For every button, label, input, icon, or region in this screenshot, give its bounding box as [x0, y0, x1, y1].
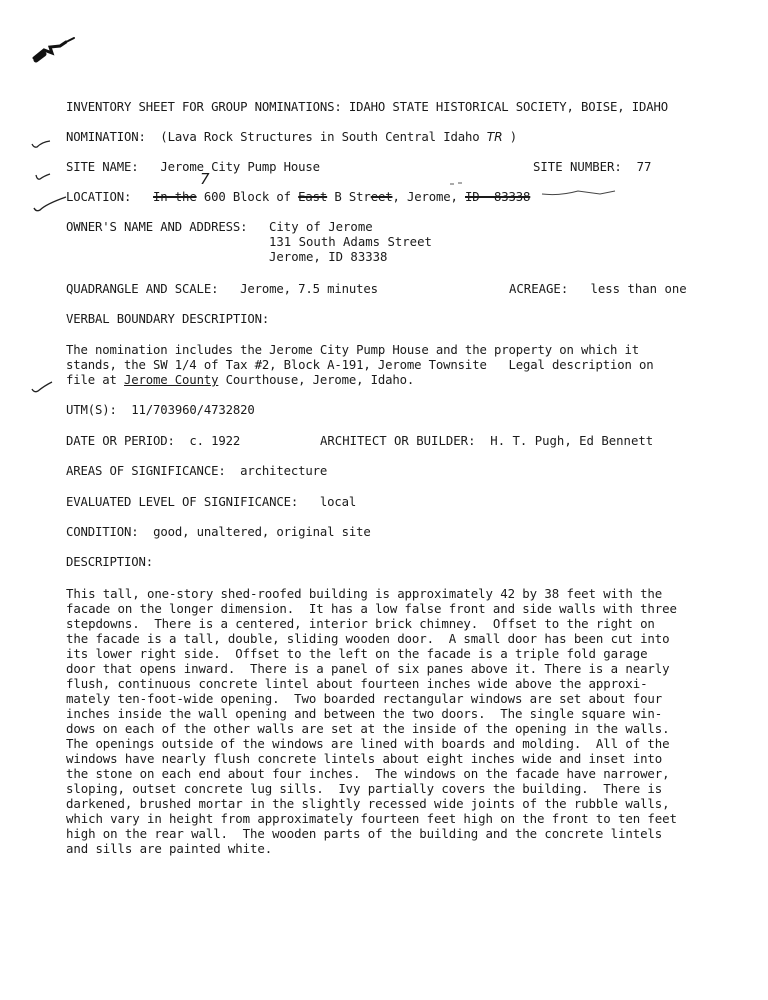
owner-line-1: City of Jerome	[269, 220, 373, 234]
corner-scribble-mark	[30, 34, 80, 64]
verbal-boundary-line-1: The nomination includes the Jerome City Pump House and the property on which it	[66, 343, 640, 357]
description-line: mately ten-foot-wide opening. Two boarded rectangular windows are set about four	[66, 691, 663, 706]
acreage-value: less than one	[590, 282, 687, 296]
condition-row	[66, 525, 371, 540]
location-jerome: , Jerome,	[392, 190, 465, 204]
nomination-handwritten-note: TR	[486, 130, 503, 144]
location-label: LOCATION:	[66, 190, 132, 204]
description-line: the stone on each end about four inches. The windows on the facade have narrower,	[66, 766, 670, 781]
location-block: 600 Block of	[203, 190, 299, 204]
location-struck-eet: eet	[370, 190, 393, 204]
nomination-label: NOMINATION:	[66, 130, 146, 144]
date-label: DATE OR PERIOD:	[66, 434, 175, 448]
level-label: EVALUATED LEVEL OF SIGNIFICANCE:	[66, 495, 299, 509]
location-struck-east: East	[298, 190, 328, 204]
description-line: facade on the longer dimension. It has a low false front and side walls with three	[66, 601, 677, 616]
quadrangle-value: Jerome, 7.5 minutes	[240, 282, 378, 296]
owner-line-3: Jerome, ID 83338	[269, 250, 388, 264]
verbal-boundary-line-2: stands, the SW 1/4 of Tax #2, Block A-191, Jerome Townsite Legal description on	[66, 358, 654, 372]
architect	[320, 434, 653, 449]
description-line: high on the rear wall. The wooden parts of the building and the concrete lintels	[66, 826, 663, 841]
description-line: its lower right side. Offset to the left on the facade is a triple fold garage	[66, 646, 648, 661]
description-line: darkened, brushed mortar in the slightly recessed wide joints of the rubble walls,	[66, 796, 670, 811]
checkmark-nomination	[30, 136, 54, 150]
location-handwritten-numeral: 7	[200, 170, 210, 188]
level-value: local	[319, 495, 357, 509]
utm-row	[66, 403, 255, 418]
areas-value: architecture	[240, 464, 328, 478]
description-line: door that opens inward. There is a panel of six panes above it. There is a nearly	[66, 661, 670, 676]
nomination-value: Lava Rock Structures in South Central Idaho	[167, 130, 480, 144]
architect-value: H. T. Pugh, Ed Bennett	[490, 434, 654, 448]
utm-label: UTM(S):	[66, 403, 117, 417]
verbal-boundary-line-3: file at Jerome County Courthouse, Jerome, Idaho.	[66, 373, 415, 387]
architect-label: ARCHITECT OR BUILDER:	[320, 434, 476, 448]
owner-line-2: 131 South Adams Street	[269, 235, 432, 249]
date-value: c. 1922	[189, 434, 241, 448]
acreage-label: ACREAGE:	[509, 282, 569, 296]
description-line: This tall, one-story shed-roofed building is approximately 42 by 38 feet with the	[66, 586, 663, 601]
condition-value: good, unaltered, original site	[153, 525, 371, 539]
description-line: sloping, outset concrete lug sills. Ivy partially covers the building. There is	[66, 781, 663, 796]
quadrangle-row	[66, 282, 378, 297]
level-row	[66, 495, 356, 510]
nomination-row: NOMINATION: (Lava Rock Structures in South Central Idaho TR )	[66, 130, 518, 144]
date-row	[66, 434, 240, 449]
utm-value: 11/703960/4732820	[131, 403, 255, 417]
inventory-header: INVENTORY SHEET FOR GROUP NOMINATIONS: IDAHO STATE HISTORICAL SOCIETY, BOISE, IDAHO	[66, 100, 669, 114]
description-line: which vary in height from approximately fourteen feet high on the front to ten feet	[66, 811, 677, 826]
site-number-label: SITE NUMBER:	[533, 160, 622, 174]
site-number-value: 77	[636, 160, 652, 174]
owner-label: OWNER'S NAME AND ADDRESS:	[66, 220, 248, 234]
acreage	[509, 282, 687, 297]
location-b-str: B Str	[327, 190, 371, 204]
description-line: The openings outside of the windows are lined with boards and molding. All of the	[66, 736, 670, 751]
location-struck-zip: ID 83338	[465, 190, 531, 204]
site-name-value: Jerome City Pump House	[160, 160, 320, 174]
description-line: stepdowns. There is a centered, interior brick chimney. Offset to the right on	[66, 616, 655, 631]
description-line: inches inside the wall opening and between the two doors. The single square win-	[66, 706, 663, 721]
jerome-county-underlined: Jerome County	[124, 373, 219, 387]
location-pen-marks	[30, 180, 650, 214]
quadrangle-label: QUADRANGLE AND SCALE:	[66, 282, 219, 296]
checkmark-verbal-boundary	[30, 378, 56, 394]
condition-label: CONDITION:	[66, 525, 139, 539]
site-name-row	[66, 160, 320, 175]
areas-row	[66, 464, 327, 479]
description-line: and sills are painted white.	[66, 841, 273, 856]
site-number	[533, 160, 651, 175]
description-line: windows have nearly flush concrete lintels about eight inches wide and inset into	[66, 751, 663, 766]
description-line: flush, continuous concrete lintel about fourteen inches wide above the approxi-	[66, 676, 648, 691]
description-line: dows on each of the other walls are set at the inside of the opening in the walls.	[66, 721, 670, 736]
description-label: DESCRIPTION:	[66, 555, 154, 569]
verbal-boundary-label: VERBAL BOUNDARY DESCRIPTION:	[66, 312, 270, 326]
areas-label: AREAS OF SIGNIFICANCE:	[66, 464, 226, 478]
site-name-label: SITE NAME:	[66, 160, 139, 174]
description-line: the facade is a tall, double, sliding wooden door. A small door has been cut into	[66, 631, 670, 646]
location-struck-in-the: In the	[153, 190, 197, 204]
